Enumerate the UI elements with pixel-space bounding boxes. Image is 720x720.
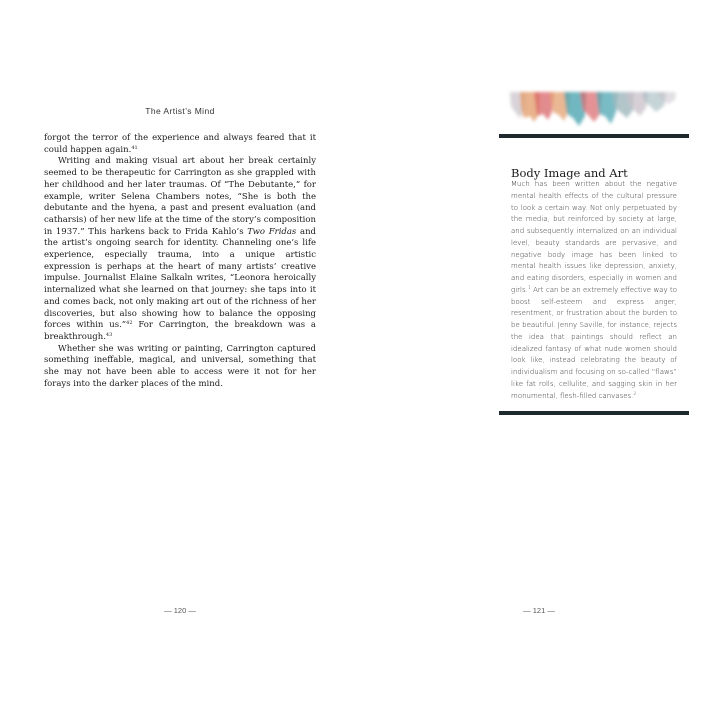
paragraph-3 [44, 344, 316, 391]
artwork-title: Two Fridas [247, 226, 297, 237]
sidebar-bottom-rule [499, 411, 689, 415]
footnote-ref: 41 [131, 144, 138, 151]
text-run: Much has been written about the negative mental health effects of the cultural pressure to look a certain way. Not only perpetuated by the media, but reinforced by society at large, and subsequently internalized on an individual level, beauty standards are pervasive, and negative body image has been linked to mental health issues like depression, anxiety, and eating disorders, especially in women and girls. [511, 180, 677, 294]
footnote-ref: 42 [126, 320, 133, 327]
sidebar-top-rule [499, 134, 689, 138]
right-page [360, 0, 720, 720]
paragraph-2 [44, 156, 316, 343]
text-run: Whether she was writing or painting, Carrington captured something ineffable, magical, and universal, something that she may not have been able to access were it not for her forays into the darker places of the mind. [44, 343, 316, 389]
text-run: and the artist’s ongoing search for identity. Channeling one’s life experience, especially trauma, into a unique artistic expression is perhaps at the heart of many artists’ creative impulse. Journalist Elaine Salkaln writes, “Leonora heroically internalized what she learned on that journey: she taps into it and comes back, not only making art out of the richness of her discoveries, but also showing how to balance the opposing forces within us.” [44, 226, 316, 331]
text-run: Writing and making visual art about her break certainly seemed to be therapeutic for Carrington as she grappled with her childhood and her later traumas. Of “The Debutante,” for example, writer Selena Chambers notes, “She is both the debutante and the hyena, a past and present evaluation (and catharsis) of her new life at the time of the story’s composition in 1937.” This harkens back to Frida Kahlo’s [44, 156, 316, 237]
text-run: For Carrington, the breakdown was a breakthrough. [44, 320, 316, 342]
footnote-ref: 43 [105, 331, 113, 338]
sidebar-title: Body Image and Art [511, 165, 628, 180]
paragraph-1 [44, 133, 316, 156]
page-number: — 121 — [523, 606, 555, 615]
sidebar-text [511, 179, 677, 402]
text-run: Art can be an extremely effective way to boost self-esteem and express anger, resentment, or frustration about the burden to be beautiful. Jenny Saville, for instance, rejects the idea that paintings should reflect an idealized fantasy of what nude women should look like, instead celebrating the beauty of individualism and focusing on so-called “flaws” like fat rolls, cellulite, and sagging skin in her monumental, flesh-filled canvases. [511, 285, 677, 400]
body-text [44, 133, 316, 390]
text-run: forgot the terror of the experience and always feared that it could happen again. [44, 133, 316, 155]
page-number: — 120 — [164, 606, 196, 615]
running-head: The Artist’s Mind [145, 106, 215, 116]
footnote-ref: 2 [633, 391, 637, 397]
footnote-ref: 1 [527, 285, 531, 291]
watercolor-strip-image [506, 88, 678, 130]
